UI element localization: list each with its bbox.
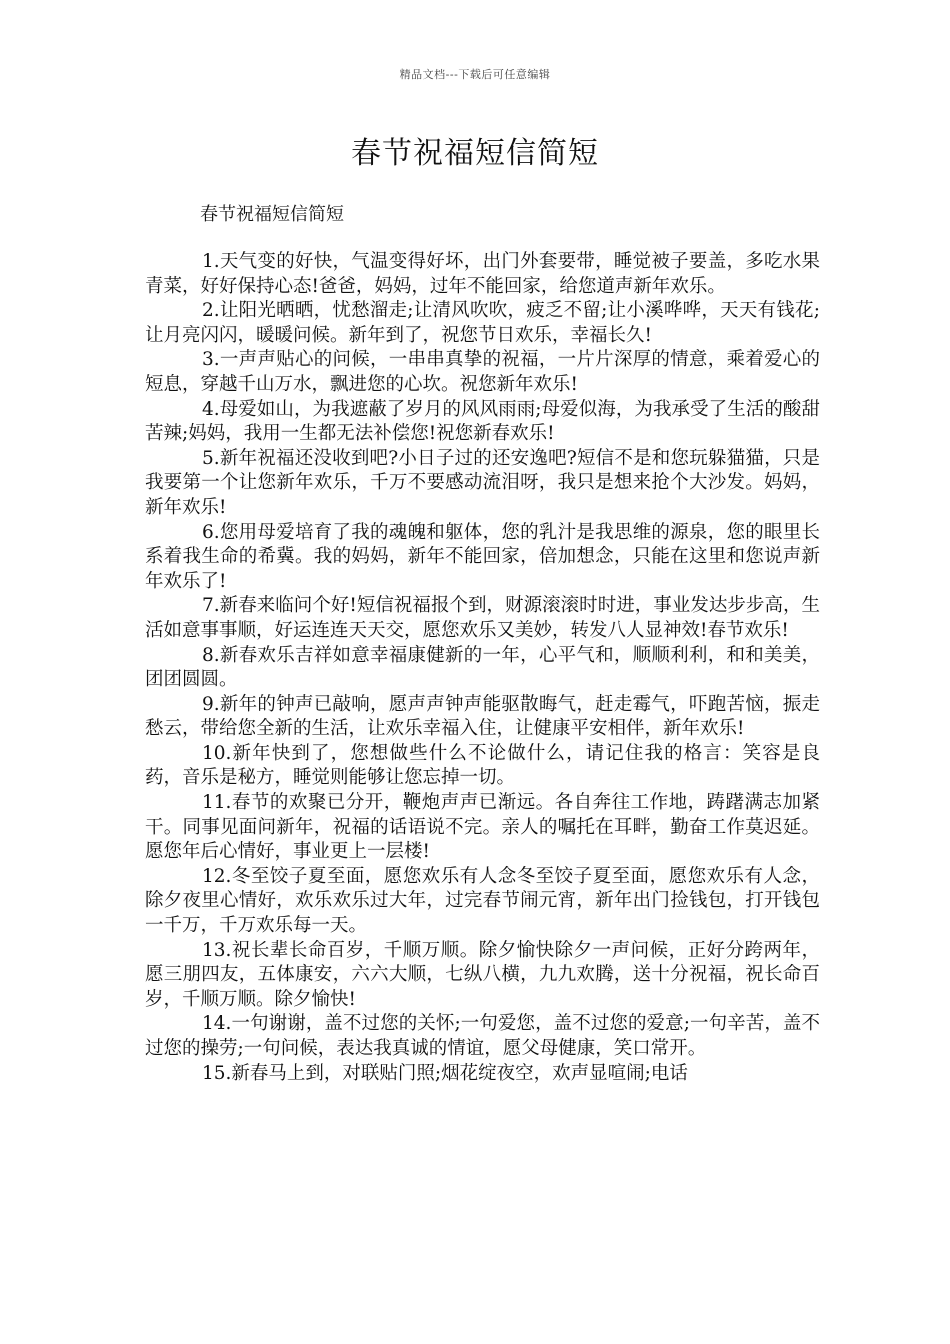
message-paragraph: 5.新年祝福还没收到吧?小日子过的还安逸吧?短信不是和您玩躲猫猫，只是我要第一个让您新年欢乐，千万不要感动流泪呀，我只是想来抢个大沙发。妈妈，新年欢乐! bbox=[145, 447, 820, 518]
message-paragraph: 13.祝长辈长命百岁，千顺万顺。除夕愉快除夕一声问候，正好分跨两年，愿三朋四友，五体康安，六六大顺，七纵八横，九九欢腾，送十分祝福，祝长命百岁，千顺万顺。除夕愉快! bbox=[145, 939, 820, 1010]
header-note: 精品文档---下载后可任意编辑 bbox=[399, 68, 551, 81]
message-paragraph: 2.让阳光晒晒，忧愁溜走;让清风吹吹，疲乏不留;让小溪哗哗，天天有钱花;让月亮闪闪，暖暖问候。新年到了，祝您节日欢乐，幸福长久! bbox=[145, 300, 820, 346]
message-paragraph: 6.您用母爱培育了我的魂魄和躯体，您的乳汁是我思维的源泉，您的眼里长系着我生命的希冀。我的妈妈，新年不能回家，倍加想念，只能在这里和您说声新年欢乐了! bbox=[145, 521, 820, 592]
message-paragraph: 9.新年的钟声已敲响，愿声声钟声能驱散晦气，赶走霉气，吓跑苦恼，振走愁云，带给您全新的生活，让欢乐幸福入住，让健康平安相伴，新年欢乐! bbox=[145, 693, 820, 740]
message-paragraph: 7.新春来临问个好!短信祝福报个到，财源滚滚时时进，事业发达步步高，生活如意事事顺，好运连连天天交，愿您欢乐又美妙，转发八人显神效!春节欢乐! bbox=[145, 595, 820, 641]
message-paragraph: 11.春节的欢聚已分开，鞭炮声声已渐远。各自奔往工作地，踌躇满志加紧干。同事见面问新年，祝福的话语说不完。亲人的嘱托在耳畔，勤奋工作莫迟延。愿您年后心情好，事业更上一层楼! bbox=[145, 792, 820, 863]
message-paragraph: 8.新春欢乐吉祥如意幸福康健新的一年，心平气和，顺顺利利，和和美美，团团圆圆。 bbox=[145, 644, 820, 691]
message-list bbox=[145, 250, 820, 1086]
document-subtitle: 春节祝福短信简短 bbox=[200, 204, 344, 225]
message-paragraph: 14.一句谢谢，盖不过您的关怀;一句爱您，盖不过您的爱意;一句辛苦，盖不过您的操劳;一句问候，表达我真诚的情谊，愿父母健康，笑口常开。 bbox=[145, 1013, 820, 1059]
message-paragraph: 10.新年快到了，您想做些什么不论做什么，请记住我的格言：笑容是良药，音乐是秘方，睡觉则能够让您忘掉一切。 bbox=[145, 742, 820, 789]
message-paragraph: 15.新春马上到，对联贴门照;烟花绽夜空，欢声显喧闹;电话 bbox=[202, 1062, 688, 1084]
message-paragraph: 1.天气变的好快，气温变得好坏，出门外套要带，睡觉被子要盖，多吃水果青菜，好好保持心态!爸爸，妈妈，过年不能回家，给您道声新年欢乐。 bbox=[145, 251, 820, 297]
document-title: 春节祝福短信简短 bbox=[351, 136, 599, 171]
message-paragraph: 12.冬至饺子夏至面，愿您欢乐有人念冬至饺子夏至面，愿您欢乐有人念，除夕夜里心情好，欢乐欢乐过大年，过完春节闹元宵，新年出门捡钱包，打开钱包一千万，千万欢乐每一天。 bbox=[145, 865, 820, 937]
message-paragraph: 3.一声声贴心的问候，一串串真挚的祝福，一片片深厚的情意，乘着爱心的短息，穿越千山万水，飘进您的心坎。祝您新年欢乐! bbox=[145, 349, 820, 395]
message-paragraph: 4.母爱如山，为我遮蔽了岁月的风风雨雨;母爱似海，为我承受了生活的酸甜苦辣;妈妈，我用一生都无法补偿您!祝您新春欢乐! bbox=[145, 398, 820, 445]
